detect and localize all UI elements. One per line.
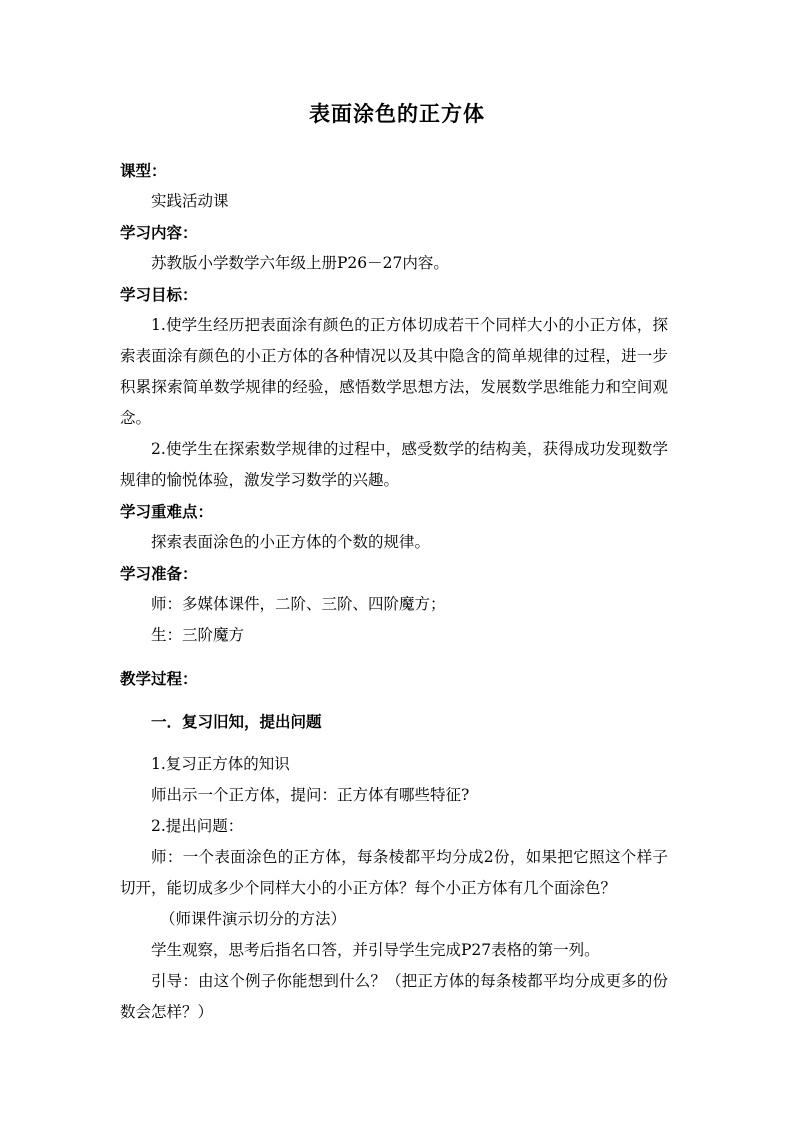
lesson-type-text: 实践活动课 (151, 192, 229, 210)
process-heading: 教学过程： (120, 669, 198, 688)
process-part1-heading: 一．复习旧知，提出问题 (151, 712, 322, 731)
content-text: 苏教版小学数学六年级上册P26－27内容。 (151, 254, 449, 272)
process-line: 1.复习正方体的知识 (151, 755, 290, 773)
document-title: 表面涂色的正方体 (309, 101, 485, 126)
key-points-text: 探索表面涂色的小正方体的个数的规律。 (151, 533, 431, 551)
goals-heading: 学习目标： (120, 285, 198, 304)
preparation-teacher: 师：多媒体课件，二阶、三阶、四阶魔方； (151, 595, 446, 613)
goal-item: 2.使学生在探索数学规律的过程中，感受数学的结构美，获得成功发现数学规律的愉悦体验，激发学习数学的兴趣。 (120, 440, 668, 489)
process-line: 2.提出问题： (151, 817, 244, 835)
document-body (120, 155, 668, 1028)
key-points-heading: 学习重难点： (120, 502, 214, 521)
process-line: （师课件演示切分的方法） (160, 910, 347, 928)
preparation-heading: 学习准备： (120, 564, 198, 583)
lesson-type-heading: 课型： (120, 161, 167, 180)
goal-item: 1.使学生经历把表面涂有颜色的正方体切成若干个同样大小的小正方体，探索表面涂有颜色的小正方体的各种情况以及其中隐含的简单规律的过程，进一步积累探索简单数学规律的经验，感悟数学思想方法，发展数学思维能力和空间观念。 (120, 316, 668, 427)
content-heading: 学习内容： (120, 223, 198, 242)
process-line: 引导：由这个例子你能想到什么？（把正方体的每条棱都平均分成更多的份数会怎样？） (120, 972, 668, 1021)
process-line: 学生观察，思考后指名口答，并引导学生完成P27表格的第一列。 (151, 941, 600, 959)
preparation-student: 生：三阶魔方 (151, 626, 245, 644)
process-line: 师出示一个正方体，提问：正方体有哪些特征? (151, 786, 470, 804)
process-line: 师：一个表面涂色的正方体，每条棱都平均分成2份，如果把它照这个样子切开，能切成多少个同样大小的小正方体？每个小正方体有几个面涂色？ (120, 848, 668, 897)
